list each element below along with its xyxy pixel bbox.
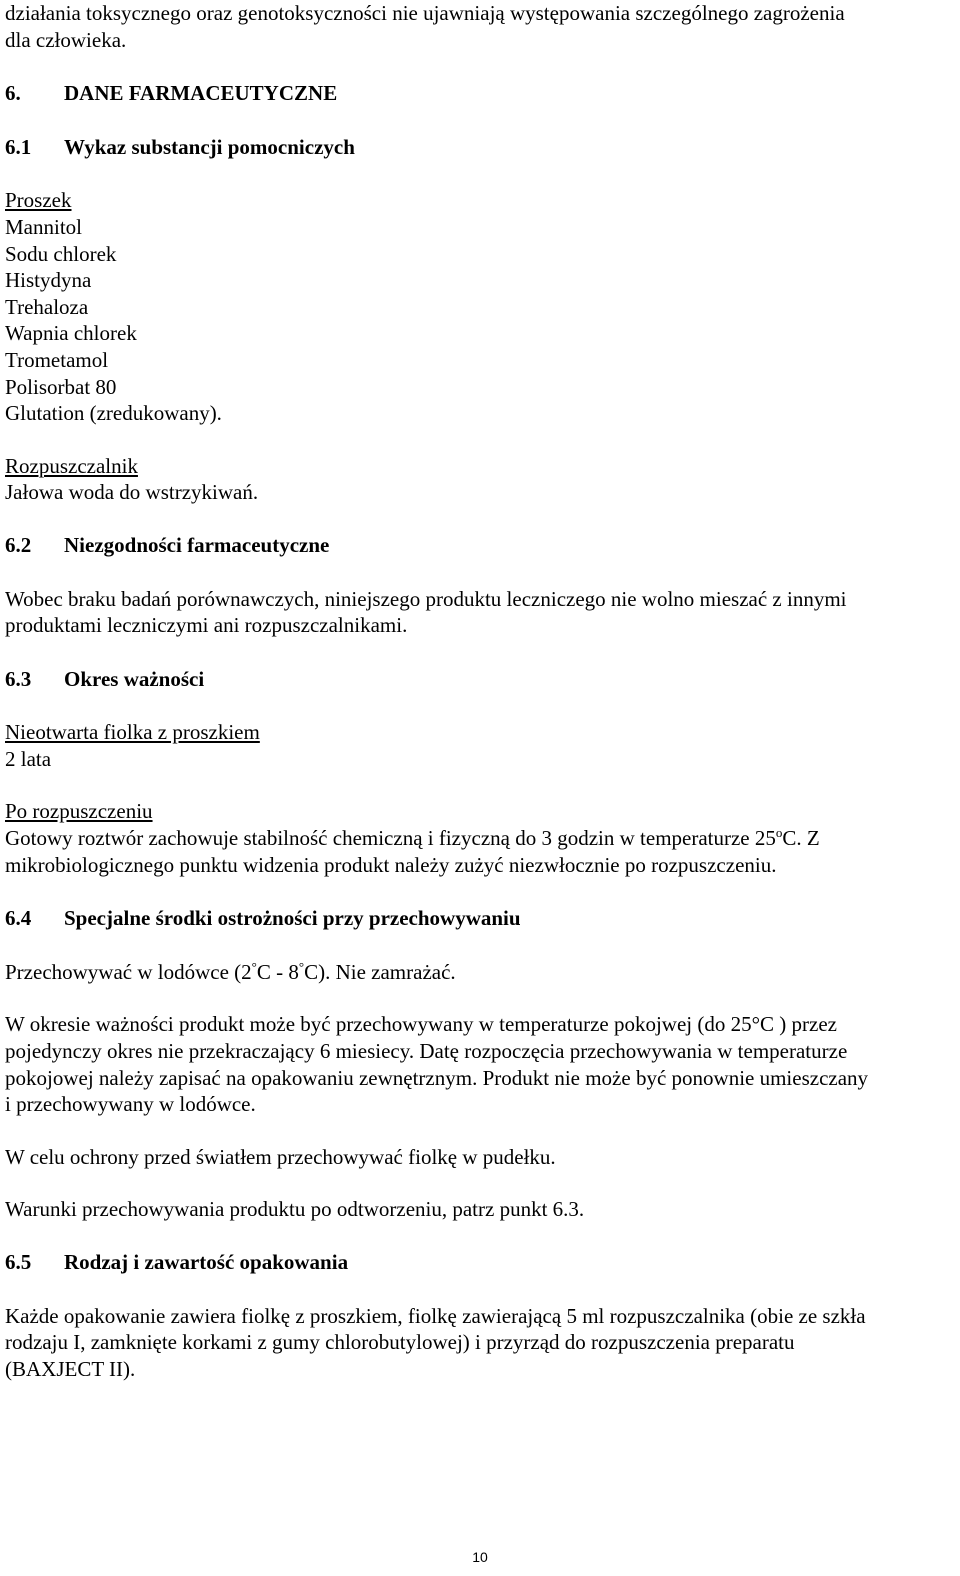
section-6-5-number: 6.5 xyxy=(5,1250,32,1274)
section-6-5-heading xyxy=(5,1249,945,1276)
page-number: 10 xyxy=(472,1549,488,1565)
section-6-3-number: 6.3 xyxy=(5,666,32,691)
storage-text-b: C - 8 xyxy=(256,959,299,984)
list-item: Trometamol xyxy=(5,347,109,372)
section-6-1-heading xyxy=(5,134,945,161)
intro-line-1: działania toksycznego oraz genotoksyczności nie ujawniają występowania szczególnego zagrożenia xyxy=(5,1,845,25)
section-6-2-heading xyxy=(5,532,945,559)
reconstitution-line-2: mikrobiologicznego punktu widzenia produkt należy zużyć niezwłocznie po rozpuszczeniu. xyxy=(5,852,777,877)
degree-symbol: ° xyxy=(251,958,257,974)
incompatibilities-line-2: produktami leczniczymi ani rozpuszczalnikami. xyxy=(5,613,408,638)
degree-superscript: o xyxy=(775,825,783,841)
storage-text-a: Przechowywać w lodówce (2 xyxy=(5,959,252,984)
vial-heading: Nieotwarta fiolka z proszkiem xyxy=(5,720,260,745)
storage-text-c: C). Nie zamrażać. xyxy=(304,959,456,984)
reconstitution-text: Gotowy roztwór zachowuje stabilność chemiczną i fizyczną do 3 godzin w temperaturze 25 xyxy=(5,826,776,851)
package-contents-line-3: (BAXJECT II). xyxy=(5,1356,136,1381)
storage-fridge-line xyxy=(5,959,945,986)
section-6-3-heading xyxy=(5,666,945,693)
incompatibilities-line-1: Wobec braku badań porównawczych, niniejszego produktu leczniczego nie wolno mieszać z innymi xyxy=(5,586,847,611)
section-6-4-title: Specjalne środki ostrożności przy przechowywaniu xyxy=(64,906,521,931)
section-6-4-number: 6.4 xyxy=(5,906,32,931)
list-item: Polisorbat 80 xyxy=(5,374,117,399)
degree-symbol: ° xyxy=(298,958,305,974)
list-item: Jałowa woda do wstrzykiwań. xyxy=(5,480,259,505)
storage-light-line: W celu ochrony przed światłem przechowywać fiolkę w pudełku. xyxy=(5,1144,556,1169)
storage-room-temp-line-3: pokojowej należy zapisać na opakowaniu zewnętrznym. Produkt nie może być ponownie umieszczany xyxy=(5,1065,869,1090)
package-contents-line-1: Każde opakowanie zawiera fiolkę z proszkiem, fiolkę zawierającą 5 ml rozpuszczalnika (obie ze szkła xyxy=(5,1303,866,1328)
list-item: Histydyna xyxy=(5,268,92,293)
storage-room-temp-line-1: W okresie ważności produkt może być przechowywany w temperaturze pokojwej (do 25°C ) przez xyxy=(5,1012,837,1037)
package-contents-line-2: rodzaju I, zamknięte korkami z gumy chlorobutylowej) i przyrząd do rozpuszczenia preparatu xyxy=(5,1330,795,1355)
solvent-heading: Rozpuszczalnik xyxy=(5,453,138,478)
excipients-powder-list xyxy=(5,187,945,426)
intro-line-2: dla człowieka. xyxy=(5,27,127,52)
document-page xyxy=(5,0,945,1382)
section-6-5-title: Rodzaj i zawartość opakowania xyxy=(64,1250,349,1274)
section-6-heading xyxy=(5,80,945,107)
list-item: Trehaloza xyxy=(5,294,89,319)
section-6-number: 6. xyxy=(5,81,21,106)
list-item: Sodu chlorek xyxy=(5,241,117,266)
excipients-solvent-list xyxy=(5,453,945,506)
reconstitution-text-end: C. Z xyxy=(782,826,820,851)
reconstitution-line-1 xyxy=(5,825,945,852)
section-6-2-number: 6.2 xyxy=(5,532,32,557)
list-item: Mannitol xyxy=(5,214,82,239)
section-6-1-title: Wykaz substancji pomocniczych xyxy=(64,134,355,159)
storage-room-temp-line-2: pojedynczy okres nie przekraczający 6 miesiecy. Datę rozpoczęcia przechowywania w temperaturze xyxy=(5,1039,848,1064)
powder-heading: Proszek xyxy=(5,188,72,213)
section-6-4-heading xyxy=(5,905,945,932)
reconstitution-heading: Po rozpuszczeniu xyxy=(5,799,153,824)
section-6-title: DANE FARMACEUTYCZNE xyxy=(64,81,338,106)
vial-shelf-life: 2 lata xyxy=(5,746,52,771)
storage-room-temp-line-4: i przechowywany w lodówce. xyxy=(5,1092,256,1117)
section-6-1-number: 6.1 xyxy=(5,134,32,159)
list-item: Wapnia chlorek xyxy=(5,321,137,346)
section-6-2-title: Niezgodności farmaceutyczne xyxy=(64,532,330,557)
section-6-3-title: Okres ważności xyxy=(64,666,205,691)
list-item: Glutation (zredukowany). xyxy=(5,401,222,426)
storage-reconstituted-line: Warunki przechowywania produktu po odtworzeniu, patrz punkt 6.3. xyxy=(5,1197,585,1222)
